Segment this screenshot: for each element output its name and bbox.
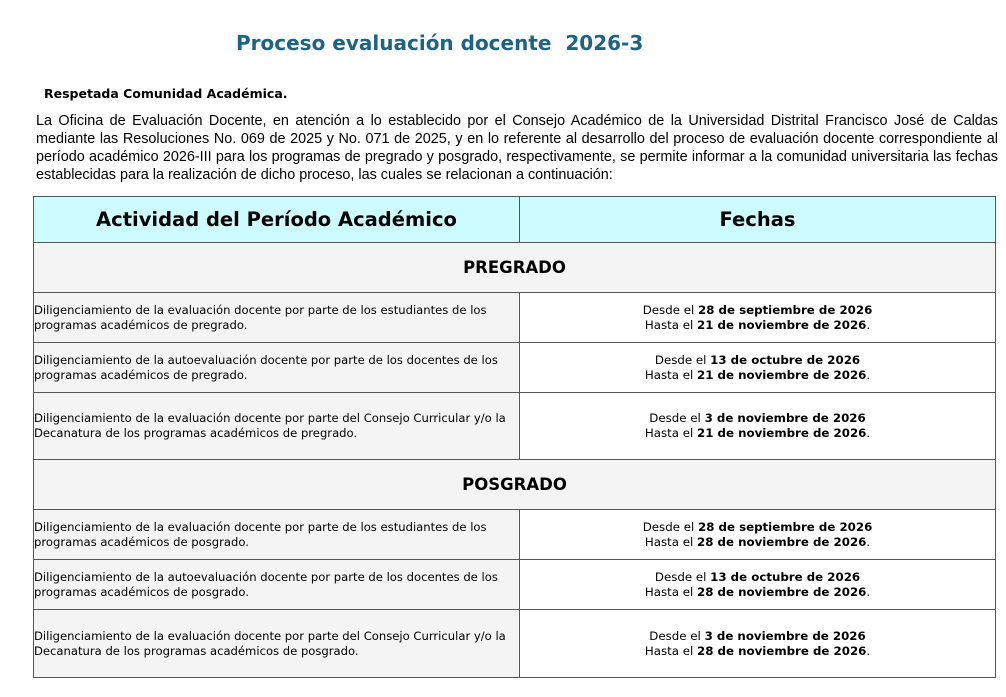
from-date: 13 de octubre de 2026 [710, 352, 861, 367]
from-date: 28 de septiembre de 2026 [698, 302, 873, 317]
until-label: Hasta el [644, 367, 697, 382]
from-label: Desde el [649, 628, 705, 643]
activity-cell: Diligenciamiento de la evaluación docente por parte del Consejo Curricular y/o la Decanatura de los programas académicos de posgrado. [34, 610, 520, 678]
from-date: 3 de noviembre de 2026 [704, 628, 866, 643]
until-date: 21 de noviembre de 2026 [697, 426, 867, 440]
from-label: Desde el [649, 411, 705, 425]
header-dates: Fechas [520, 197, 996, 243]
until-date: 28 de noviembre de 2026 [697, 584, 867, 599]
dates-cell [520, 510, 996, 560]
table-row [34, 293, 996, 343]
dates-cell [520, 393, 996, 460]
until-label: Hasta el [644, 643, 697, 658]
period: . [866, 367, 871, 382]
until-label: Hasta el [644, 534, 697, 549]
table-row [34, 610, 996, 678]
period: . [866, 534, 871, 549]
until-date: 28 de noviembre de 2026 [697, 534, 867, 549]
intro-paragraph: La Oficina de Evaluación Docente, en atención a lo establecido por el Consejo Académico de la Universidad Distrital Francisco José de Caldas mediante las Resoluciones No. 069 de 2025 y No. 071 de 2025, y en lo referente al desarrollo del proceso de evaluación docente correspondiente al período académico 2026-III para los programas de pregrado y posgrado, respectivamente, se permite informar a la comunidad universitaria las fechas establecidas para la realización de dicho proceso, las cuales se relacionan a continuación: [36, 113, 998, 183]
period: . [866, 317, 871, 332]
from-label: Desde el [642, 519, 698, 534]
activity-cell: Diligenciamiento de la evaluación docente por parte de los estudiantes de los programas académicos de pregrado. [34, 293, 520, 343]
from-date: 13 de octubre de 2026 [710, 569, 861, 584]
dates-cell [520, 343, 996, 393]
dates-cell [520, 610, 996, 678]
section-posgrado: POSGRADO [34, 460, 996, 510]
from-date: 28 de septiembre de 2026 [698, 519, 873, 534]
until-date: 21 de noviembre de 2026 [697, 317, 867, 332]
from-date: 3 de noviembre de 2026 [704, 411, 866, 425]
table-header-row [34, 197, 996, 243]
until-label: Hasta el [644, 426, 697, 440]
schedule-table [33, 196, 996, 678]
period: . [866, 584, 871, 599]
section-pregrado: PREGRADO [34, 243, 996, 293]
from-label: Desde el [654, 569, 711, 584]
dates-cell [520, 293, 996, 343]
table-row [34, 343, 996, 393]
table-row [34, 560, 996, 610]
until-label: Hasta el [644, 317, 697, 332]
period: . [866, 643, 871, 658]
from-label: Desde el [654, 352, 711, 367]
table-row [34, 393, 996, 460]
salutation: Respetada Comunidad Académica. [44, 86, 288, 101]
until-date: 21 de noviembre de 2026 [697, 367, 867, 382]
section-row [34, 243, 996, 293]
activity-cell: Diligenciamiento de la autoevaluación docente por parte de los docentes de los programas académicos de posgrado. [34, 560, 520, 610]
until-label: Hasta el [644, 584, 697, 599]
period: . [866, 426, 871, 440]
activity-cell: Diligenciamiento de la evaluación docente por parte del Consejo Curricular y/o la Decanatura de los programas académicos de pregrado. [34, 393, 520, 460]
from-label: Desde el [642, 302, 698, 317]
table-row [34, 510, 996, 560]
dates-cell [520, 560, 996, 610]
header-activity: Actividad del Período Académico [34, 197, 520, 243]
activity-cell: Diligenciamiento de la evaluación docente por parte de los estudiantes de los programas académicos de posgrado. [34, 510, 520, 560]
activity-cell: Diligenciamiento de la autoevaluación docente por parte de los docentes de los programas académicos de pregrado. [34, 343, 520, 393]
section-row [34, 460, 996, 510]
until-date: 28 de noviembre de 2026 [697, 643, 867, 658]
page-title: Proceso evaluación docente 2026-3 [236, 31, 644, 55]
